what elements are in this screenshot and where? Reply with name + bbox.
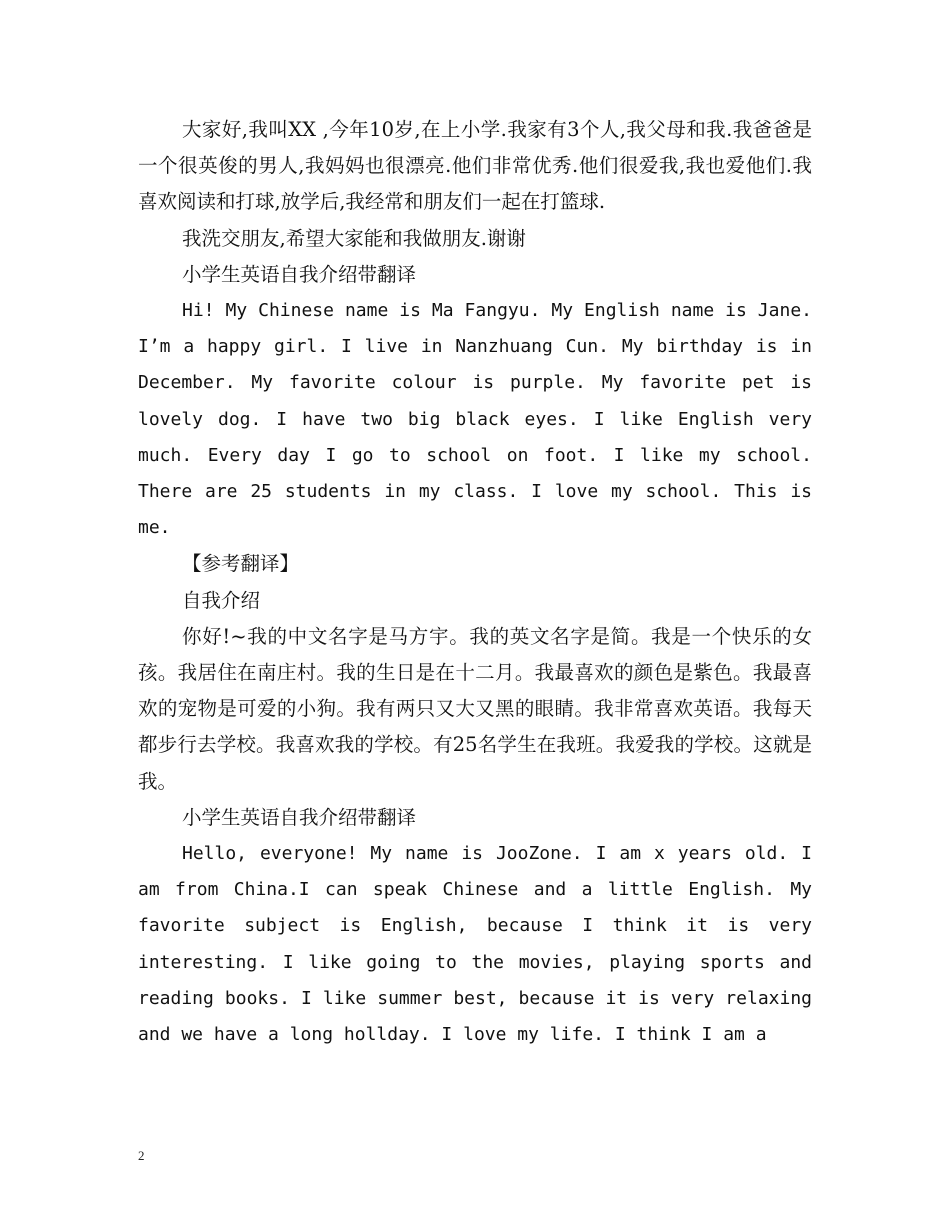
section-heading-1: 小学生英语自我介绍带翻译 <box>182 262 417 286</box>
paragraph-intro-chinese: 大家好,我叫XX ,今年10岁,在上小学.我家有3个人,我父母和我.我爸爸是一个很英俊的男人,我妈妈也很漂亮.他们非常优秀.他们很爱我,我也爱他们.我喜欢阅读和打球,放学后,我经常和朋友们一起在打篮球. <box>138 118 812 214</box>
translation-title: 自我介绍 <box>182 588 261 612</box>
paragraph-friends: 我洗交朋友,希望大家能和我做朋友.谢谢 <box>182 226 526 250</box>
page-number: 2 <box>138 1148 145 1163</box>
reference-translation-label: 【参考翻译】 <box>182 552 300 576</box>
section-heading-2: 小学生英语自我介绍带翻译 <box>182 805 417 829</box>
document-body <box>138 112 812 1053</box>
paragraph-english-intro-2: Hello, everyone! My name is JooZone. I am x years old. I am from China.I can speak Chinese and a little English. My favorite subject is English, because I think it is very interesting. I like going to the movies, playing sports and reading books. I like summer best, because it is very relaxing and we have a long hollday. I love my life. I think I am a <box>138 843 812 1046</box>
paragraph-english-intro-1: Hi! My Chinese name is Ma Fangyu. My English name is Jane. I’m a happy girl. I live in Nanzhuang Cun. My birthday is in December. My favorite colour is purple. My favorite pet is lovely dog. I have two big black eyes. I like English very much. Every day I go to school on foot. I like my school. There are 25 students in my class. I love my school. This is me. <box>138 300 812 539</box>
paragraph-translation: 你好!~我的中文名字是马方宇。我的英文名字是简。我是一个快乐的女孩。我居住在南庄村。我的生日是在十二月。我最喜欢的颜色是紫色。我最喜欢的宠物是可爱的小狗。我有两只又大又黑的眼睛。我非常喜欢英语。我每天都步行去学校。我喜欢我的学校。有25名学生在我班。我爱我的学校。这就是我。 <box>138 624 812 793</box>
